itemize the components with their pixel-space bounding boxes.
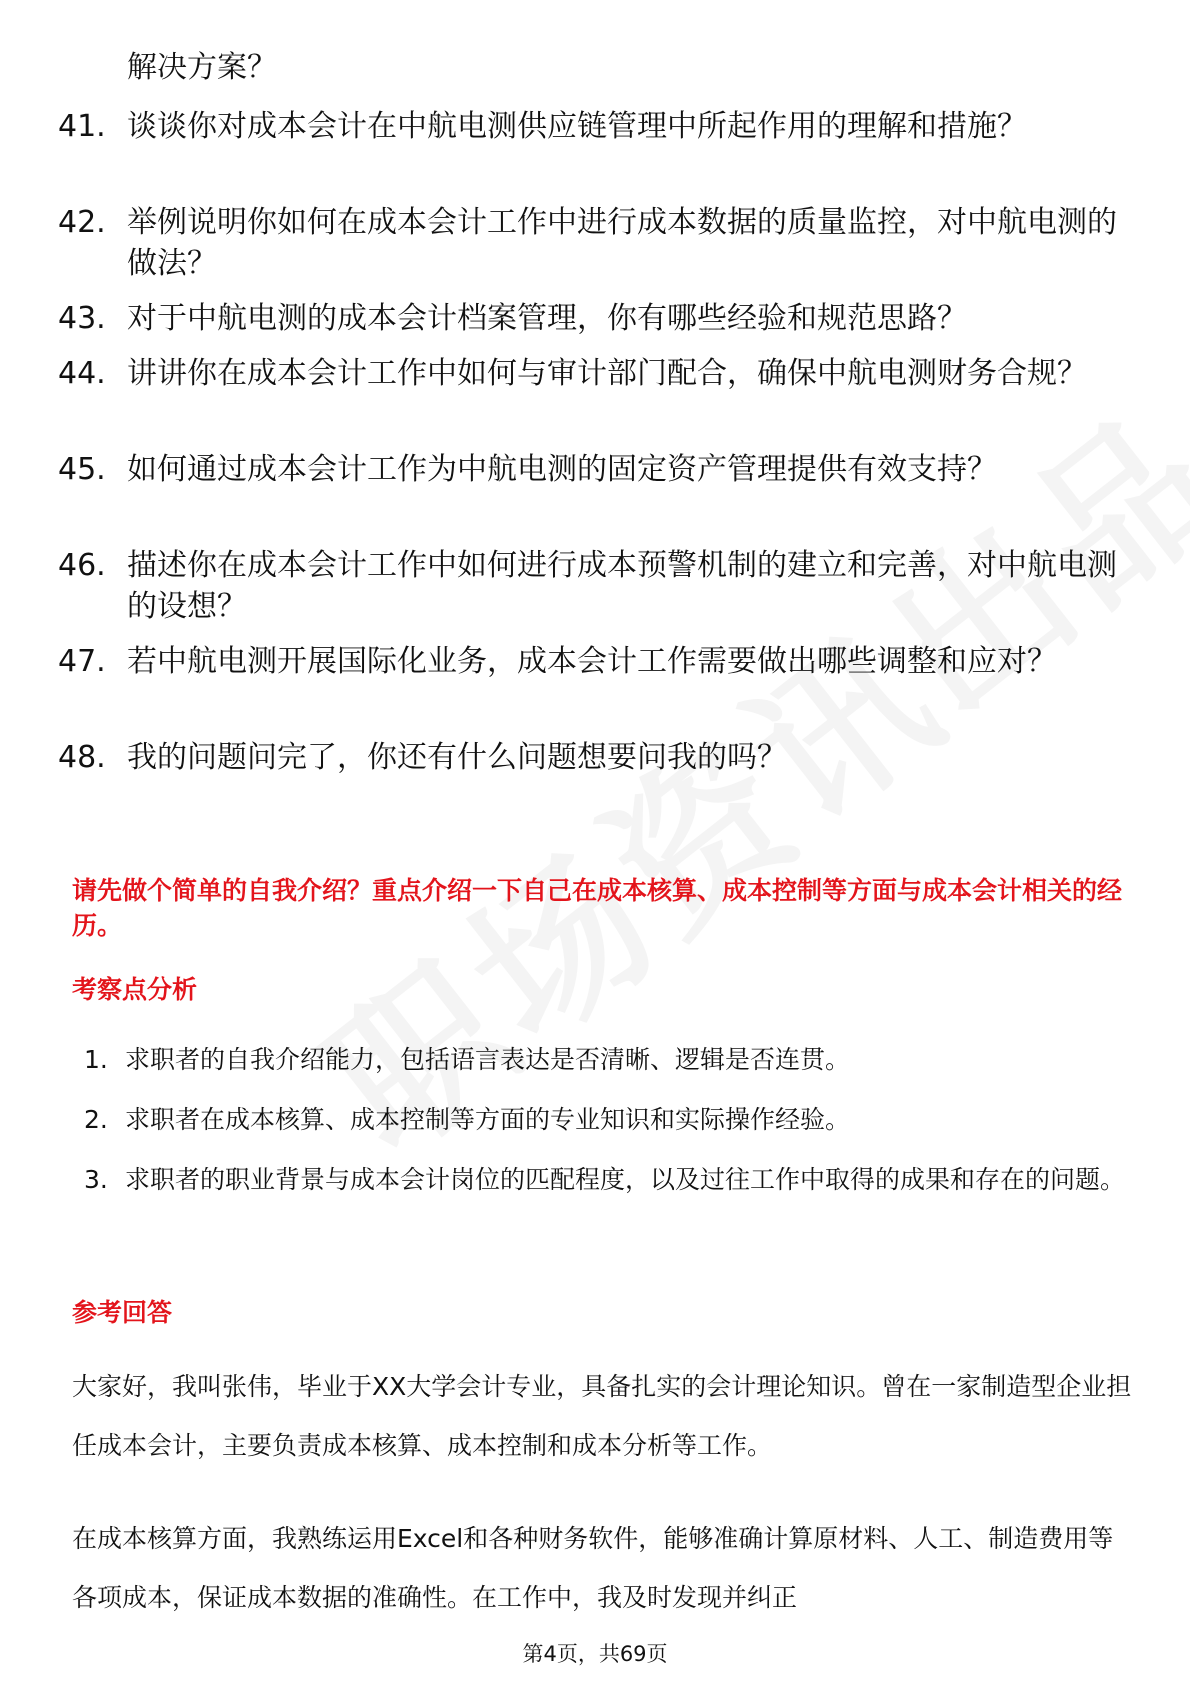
point-text: 求职者的自我介绍能力，包括语言表达是否清晰、逻辑是否连贯。 [125,1045,851,1074]
highlight-question: 请先做个简单的自我介绍？重点介绍一下自己在成本核算、成本控制等方面与成本会计相关的经历。 [72,876,1123,940]
question-text: 我的问题问完了，你还有什么问题想要问我的吗？ [127,740,787,775]
question-number: 41. [58,109,106,144]
question-number: 45. [58,452,106,487]
question-text: 举例说明你如何在成本会计工作中进行成本数据的质量监控，对中航电测的做法？ [127,205,1117,281]
page-footer: 第4页，共69页 [522,1642,668,1666]
point-text: 求职者在成本核算、成本控制等方面的专业知识和实际操作经验。 [125,1105,851,1134]
question-continuation: 解决方案？ [127,50,277,85]
point-number: 2. [84,1105,108,1134]
question-text: 描述你在成本会计工作中如何进行成本预警机制的建立和完善，对中航电测的设想？ [127,548,1117,624]
question-number: 47. [58,644,106,679]
question-text: 谈谈你对成本会计在中航电测供应链管理中所起作用的理解和措施？ [127,109,1027,144]
point-number: 3. [84,1165,108,1194]
question-number: 42. [58,205,106,240]
answer-heading: 参考回答 [72,1298,173,1327]
question-text: 如何通过成本会计工作为中航电测的固定资产管理提供有效支持？ [127,452,997,487]
answer-paragraph: 在成本核算方面，我熟练运用Excel和各种财务软件，能够准确计算原材料、人工、制造费用等各项成本，保证成本数据的准确性。在工作中，我及时发现并纠正 [72,1524,1114,1612]
point-number: 1. [84,1045,108,1074]
question-number: 48. [58,740,106,775]
question-number: 43. [58,301,106,336]
point-text: 求职者的职业背景与成本会计岗位的匹配程度，以及过往工作中取得的成果和存在的问题。 [125,1165,1126,1194]
answer-paragraph: 大家好，我叫张伟，毕业于XX大学会计专业，具备扎实的会计理论知识。曾在一家制造型企业担任成本会计，主要负责成本核算、成本控制和成本分析等工作。 [72,1372,1132,1460]
question-number: 46. [58,548,106,583]
question-text: 讲讲你在成本会计工作中如何与审计部门配合，确保中航电测财务合规？ [127,356,1087,391]
question-text: 对于中航电测的成本会计档案管理，你有哪些经验和规范思路？ [127,301,967,336]
question-text: 若中航电测开展国际化业务，成本会计工作需要做出哪些调整和应对？ [127,644,1057,679]
question-number: 44. [58,356,106,391]
analysis-heading: 考察点分析 [72,975,198,1004]
